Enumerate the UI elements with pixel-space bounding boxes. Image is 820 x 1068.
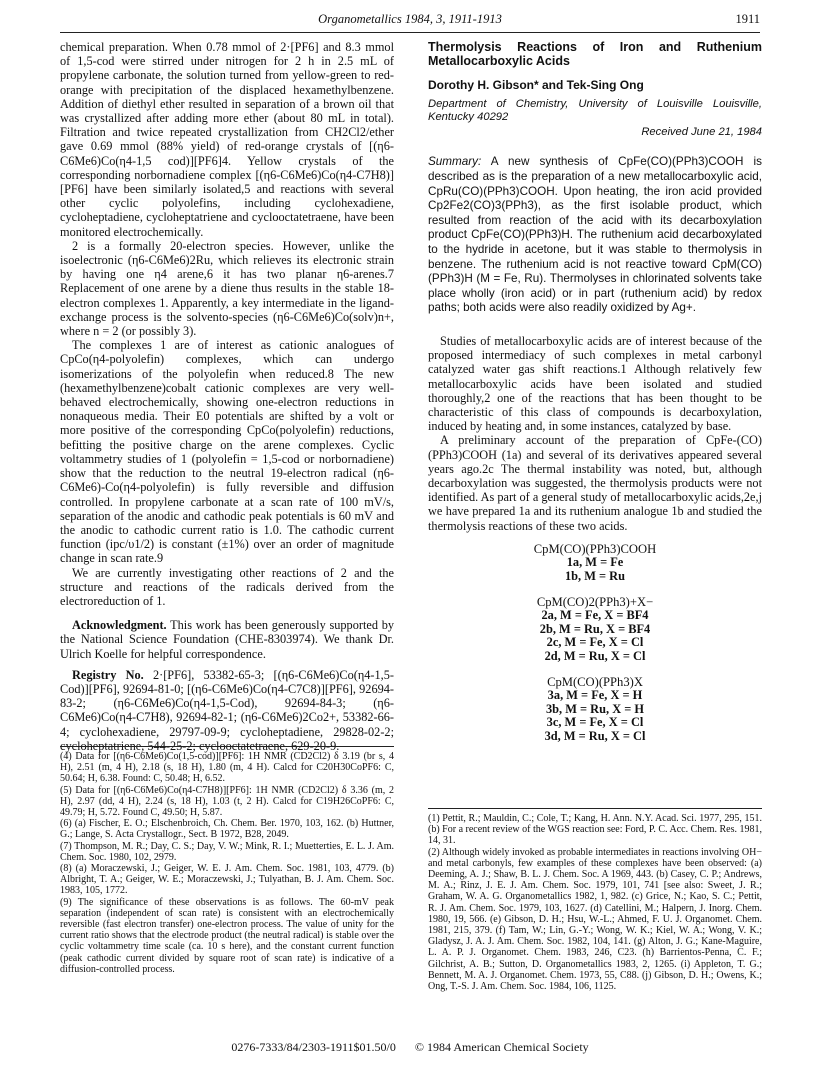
formula-heading: CpM(CO)2(PPh3)+X− <box>536 594 654 609</box>
compound-entry: 3c, M = Fe, X = Cl <box>546 715 644 730</box>
footnote: (9) The significance of these observations is as follows. The 60-mV peak separation (independent of scan rate) is consistent with an electrochemically reversible (fast electron transfer) one-electron process. The value of unity for the current ratio shows that the electrode product (the neutral radical) is stable over the cyclic voltammetry time scale (ca. 10 s here), and the constant current function (peak cathodic current divided by square root of scan rate) is indicative of a diffusion-controlled process. <box>60 896 394 975</box>
author-affiliation: Department of Chemistry, University of Louisville Louisville, Kentucky 40292 <box>428 98 762 124</box>
page-footer <box>60 1040 760 1055</box>
body-paragraph: We are currently investigating other reactions of 2 and the structure and reactions of the radicals derived from the electroreduction of 1. <box>60 565 394 608</box>
right-footnotes <box>428 808 762 992</box>
issn-code: 0276-7333/84/2303-1911$01.50/0 <box>231 1040 396 1054</box>
acknowledgment <box>60 618 394 661</box>
footnote: (8) (a) Moraczewski, J.; Geiger, W. E. J. Am. Chem. Soc. 1981, 103, 4779. (b) Albright, T. A.; Geiger, W. E.; Moraczewski, J.; Tulyathan, B. J. Am. Chem. Soc. 1983, 105, 1772. <box>60 863 394 897</box>
page-number: 1911 <box>735 12 760 26</box>
registry-text: 2·[PF6], 53382-65-3; [(η6-C6Me6)Co(η4-1,5-Cod)][PF6], 92694-81-0; [(η6-C6Me6)Co(η4-C7C8)][PF6], 92694-83-2; (η6-C6Me6)Co(η4-1,5-Cod), 92694-84-3; (η6-C6Me6)Co(η4-C7H8), 92694-82-1; (η6-C6Me6)2Co2+, 53382-66-4; cyclohexadiene, 29797-09-9; cycloheptadiene, 29828-02-2; cycloheptatriene, 544-25-2; cyclooctatetraene, 629-20-9. <box>60 667 394 753</box>
compound-entry: 2a, M = Fe, X = BF4 <box>541 608 649 623</box>
formula-heading: CpM(CO)(PPh3)X <box>547 674 643 689</box>
compound-entry: 3b, M = Ru, X = H <box>545 701 645 716</box>
footnote: (6) (a) Fischer, E. O.; Elschenbroich, Ch. Chem. Ber. 1970, 103, 162. (b) Huttner, G.; Lange, S. Acta Crystallogr., Sect. B 1972, B28, 2049. <box>60 818 394 841</box>
compound-list-2 <box>428 596 762 664</box>
footnote: (7) Thompson, M. R.; Day, C. S.; Day, V. W.; Mink, R. I.; Muetterties, E. L. J. Am. Chem. Soc. 1980, 102, 2979. <box>60 840 394 863</box>
compound-entry: 1a, M = Fe <box>566 555 624 570</box>
compound-list-3 <box>428 676 762 744</box>
compound-entry: 2d, M = Ru, X = Cl <box>544 648 646 663</box>
compound-entry: 2b, M = Ru, X = BF4 <box>539 621 651 636</box>
left-footnotes <box>60 746 394 975</box>
footnote: (2) Although widely invoked as probable intermediates in reactions involving OH− and metal carbonyls, few examples of these complexes have been observed: (a) Deeming, A. J.; Shaw, B. L. J. Chem. Soc. A 1969, 443. (b) Casey, C. P.; Andrews, M. A.; Rinz, J. E. J. Am. Chem. Soc. 1979, 101, 741 [see also: Sweet, J. R.; Graham, W. A. G. Organometallics 1982, 1, 982. (c) Grice, N.; Kao, S. C.; Pettit, R. J. Am. Chem. Soc. 1979, 103, 1627. (d) Catellini, M.; Halpern, J. Inorg. Chem. 1980, 19, 566. (e) Gibson, D. H.; Hsu, W.-L.; Ahmed, F. U. J. Organomet. Chem. 1981, 215, 379. (f) Tam, W.; Lin, G.-Y.; Wong, W. K.; Kiel, W. A.; Wong, V. K.; Gladysz, J. A. J. Am. Chem. Soc. 1982, 104, 141. (g) Alton, J. G.; Kane-Maguire, L. A. P. J. Organomet. Chem. 1983, 246, C23. (h) Barrientos-Penna, C. F.; Gilchrist, A. B.; Sutton, D. Organometallics 1983, 2, 1265. (i) Appleton, T. G.; Bennett, M. A. J. Organomet. Chem. 1973, 55, C88. (j) Gibson, D. H.; Owens, K.; Ong, T.-S. J. Am. Chem. Soc. 1984, 106, 1125. <box>428 846 762 993</box>
body-paragraph: The complexes 1 are of interest as cationic analogues of CpCo(η4-polyolefin) complexes, which can undergo isomerizations of the polyolefin when reduced.8 The new (hexamethylbenzene)cobalt cationic complexes are very well-behaved electrochemically, showing one-electron reductions in nonaqueous media. Their E0 potentials are shifted by a volt or more positive of the corresponding CpCo(polyolefin) reductions, befitting the positive charge on the arene complexes. Cyclic voltammetry studies of 1 (polyolefin = 1,5-cod or norbornadiene) show that the reduction to the neutral 19-electron radical (η6-C6Me6)-Co(η4-polyolefin) is fully reversible and diffusion controlled. In propylene carbonate at a scan rate of 100 mV/s, separation of the anodic and cathodic peak potentials is 60 mV and the anodic to cathodic current ratio is 1.0. The cathodic current function (ipc/υ1/2) is constant (±1%) over an order of magnitude change in scan rate.9 <box>60 338 394 566</box>
summary-text: A new synthesis of CpFe(CO)(PPh3)COOH is described as is the preparation of a new metallocarboxylic acid, CpRu(CO)(PPh3)COOH. Upon heating, the iron acid provided Cp2Fe2(CO)3(PPh3), as the first isolable product, which resulted from reaction of the acid with its decarboxylation product CpFe(CO)(PPh3)H. The ruthenium acid decarboxylated to the hydride in acetone, but it was stable to thermolysis in benzene. The ruthenium acid is not reactive toward CpM(CO)(PPh3)H (M = Fe, Ru). Thermolyses in chlorinated solvents take place wholly (iron acid) or in part (ruthenium acid) by redox paths; both acids were also readily oxidized by Ag+. <box>428 155 762 315</box>
footnote: (1) Pettit, R.; Mauldin, C.; Cole, T.; Kang, H. Ann. N.Y. Acad. Sci. 1977, 295, 151. (b) For a recent review of the WGS reaction see: Ford, P. C. Acc. Chem. Res. 1981, 14, 31. <box>428 813 762 847</box>
compound-entry: 2c, M = Fe, X = Cl <box>546 635 644 650</box>
footnote: (5) Data for [(η6-C6Me6)Co(η4-C7H8)][PF6]: 1H NMR (CD2Cl2) δ 3.36 (m, 2 H), 2.97 (dd, 4 H), 2.24 (s, 18 H), 1.03 (t, 2 H). Calcd for C19H26CoPF6: C, 49.79; H, 5.72. Found C, 49.50; H, 5.87. <box>60 784 394 819</box>
body-paragraph: chemical preparation. When 0.78 mmol of 2·[PF6] and 8.3 mmol of 1,5-cod were stirred under nitrogen for 2 h in 2.5 mL of propylene carbonate, the solution turned from yellow-green to red-orange with precipitation of the displaced hexamethylbenzene. Addition of diethyl ether resulted in separation of a brown oil that was crystallized after adding more ether (about 80 mL in total). Filtration and twice repeated crystallization from CH2Cl2/ether gave 0.69 mmol (88% yield) of red-orange crystals of [(η6-C6Me6)Co(η4-1,5 cod)][PF6]4. Yellow crystals of the corresponding norbornadiene complex [(η6-C6Me6)Co(η4-C7H8)][PF6] have been similarly isolated,5 and reactions with several other cyclic polyolefins, including cyclohexadiene, cycloheptadiene, cycloheptatriene and cyclooctatetraene, have been monitored electrochemically. <box>60 40 394 239</box>
article-summary <box>428 155 762 316</box>
body-paragraph: 2 is a formally 20-electron species. However, unlike the isoelectronic (η6-C6Me6)2Ru, which relieves its electronic strain by having one η4 arene,6 it has two planar η6-arenes.7 Replacement of one arene by a diene thus results in the stable 18-electron complexes 1. Apparently, a key intermediate in the ligand-exchange process is the solvento-species (η6-C6Me6)Co(solv)n+, where n = 2 (or possibly 3). <box>60 238 394 339</box>
left-column <box>60 40 394 753</box>
compound-list-1 <box>428 543 762 584</box>
article-authors: Dorothy H. Gibson* and Tek-Sing Ong <box>428 78 644 92</box>
received-date: Received June 21, 1984 <box>641 126 762 139</box>
article-title: Thermolysis Reactions of Iron and Ruthenium Metallocarboxylic Acids <box>428 40 762 68</box>
summary-label: Summary: <box>428 155 482 169</box>
formula-heading: CpM(CO)(PPh3)COOH <box>533 541 657 556</box>
registry-label: Registry No. <box>72 667 144 682</box>
article-header <box>428 40 762 316</box>
compound-entry: 3d, M = Ru, X = Cl <box>544 728 646 743</box>
body-paragraph: Studies of metallocarboxylic acids are of interest because of the proposed intermediacy of such complexes in metal carbonyl catalyzed water gas shift reactions.1 Although relatively few metallocarboxylic acids have been isolated and studied thoroughly,2 one of the reactions that has been thought to be characteristic of this class of compounds is decarboxylation, induced by heating and, in some instances, catalyzed by base. <box>428 333 762 434</box>
acknowledgment-label: Acknowledgment. <box>72 618 167 633</box>
compound-entry: 1b, M = Ru <box>564 568 626 583</box>
footnote: (4) Data for [(η6-C6Me6)Co(1,5-cod)][PF6]: 1H NMR (CD2Cl2) δ 3.19 (br s, 4 H), 2.51 (m, 4 H), 2.18 (s, 18 H), 1.80 (m, 4 H). Calcd for C20H30CoPF6: C, 50.64; H, 6.38. Found: C, 50.48; H, 6.52. <box>60 751 394 785</box>
acknowledgment-text: This work has been generously supported by the National Science Foundation (CHE-8303974). We thank Dr. Ulrich Koelle for helpful correspondence. <box>60 618 394 661</box>
right-column <box>428 40 762 744</box>
compound-entry: 3a, M = Fe, X = H <box>547 688 643 703</box>
copyright-notice: © 1984 American Chemical Society <box>414 1040 589 1054</box>
registry-numbers <box>60 668 394 753</box>
running-header <box>60 10 760 33</box>
journal-citation: Organometallics 1984, 3, 1911-1913 <box>318 12 502 26</box>
body-paragraph: A preliminary account of the preparation of CpFe-(CO)(PPh3)COOH (1a) and several of its derivatives appeared several years ago.2c The thermal instability was noted, but, although decarboxylation was suggested, the thermolysis products were not identified. As part of a general study of metallocarboxylic acids,2e,j we have prepared 1a and its ruthenium analogue 1b and studied the thermolysis reactions of these two acids. <box>428 433 762 533</box>
